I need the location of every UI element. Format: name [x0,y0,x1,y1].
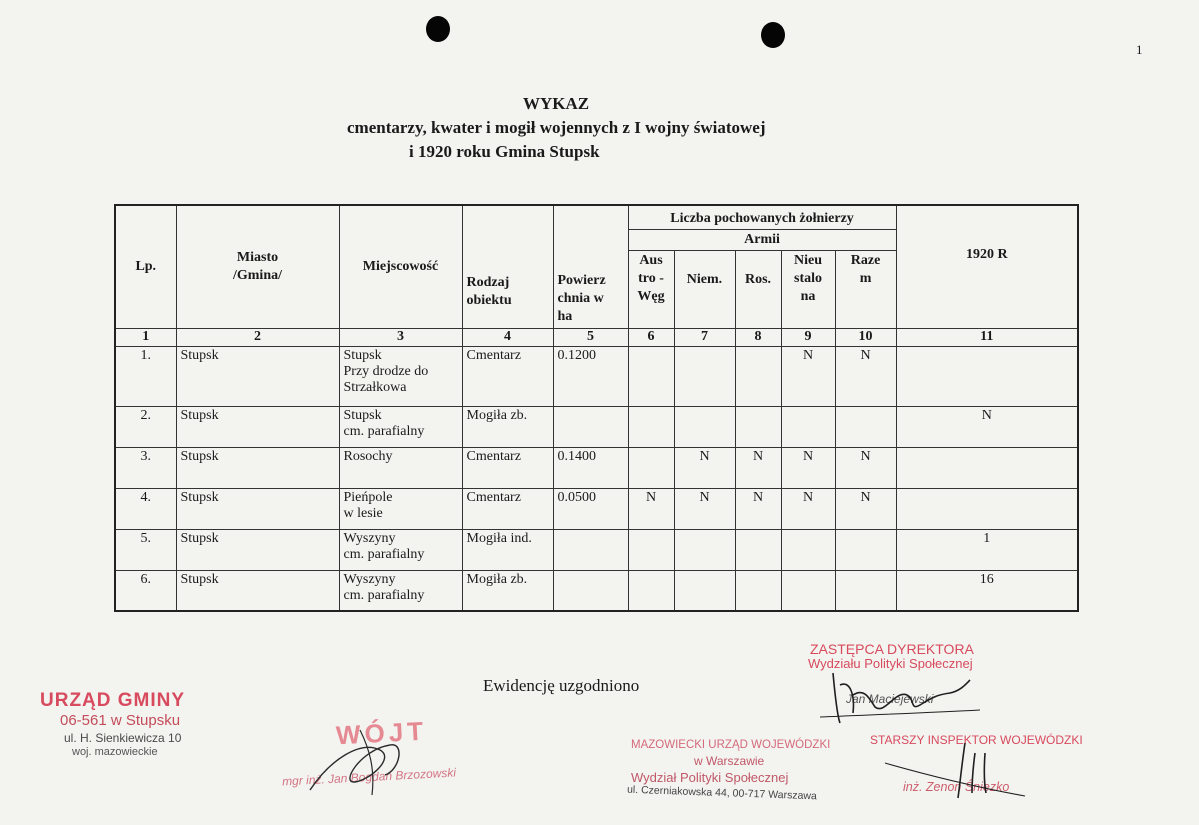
cell-ros [735,570,781,611]
cell-austro [628,406,674,447]
col-header-rodzaj: Rodzaj obiektu [462,205,553,328]
cell-rodzaj: Cmentarz [462,447,553,488]
cell-nieustalona [781,570,835,611]
col-header-powierzchnia: Powierz chnia w ha [553,205,628,328]
col-header-austro: Aus tro - Węg [628,250,674,328]
cell-lp: 5. [115,529,176,570]
cell-razem: N [835,346,896,406]
cell-rodzaj: Mogiła zb. [462,406,553,447]
punch-hole [761,22,785,48]
column-number: 2 [176,328,339,346]
col-header-miejscowosc: Miejscowość [339,205,462,328]
cell-nieustalona: N [781,447,835,488]
col-header-nieustalona: Nieu stalo na [781,250,835,328]
office-stamp-line: ul. H. Sienkiewicza 10 [64,731,182,745]
cell-powierzchnia: 0.0500 [553,488,628,529]
col-header-miasto: Miasto /Gmina/ [176,205,339,328]
cell-miasto: Stupsk [176,346,339,406]
header-row [115,205,1078,229]
cell-niem [674,570,735,611]
column-number: 3 [339,328,462,346]
cell-miasto: Stupsk [176,570,339,611]
cell-razem: N [835,447,896,488]
page-number: 1 [1136,42,1143,57]
cell-rodzaj: Mogiła ind. [462,529,553,570]
cell-nieustalona: N [781,488,835,529]
table-row [115,570,1078,611]
cell-razem: N [835,488,896,529]
document-subtitle-line1: cmentarzy, kwater i mogił wojennych z I wojny światowej [347,118,766,137]
voivodeship-stamp-title: MAZOWIECKI URZĄD WOJEWÓDZKI [631,739,831,751]
wojt-signature [300,720,430,800]
cell-miejscowosc: Rosochy [339,447,462,488]
col-header-lp: Lp. [115,205,176,328]
cell-ros [735,406,781,447]
deputy-director-name: Jan Maciejewski [846,692,934,706]
voivodeship-stamp-line: ul. Czerniakowska 44, 00-717 Warszawa [626,783,818,803]
column-number: 7 [674,328,735,346]
cell-rodzaj: Cmentarz [462,488,553,529]
column-number: 11 [896,328,1078,346]
wojt-stamp: WÓJT [335,715,428,751]
cell-miasto: Stupsk [176,406,339,447]
col-header-razem: Raze m [835,250,896,328]
cell-powierzchnia [553,570,628,611]
cell-powierzchnia: 0.1400 [553,447,628,488]
wojt-name-stamp: mgr inż. Jan Bogdan Brzozowski [281,765,457,789]
deputy-director-signature [815,665,985,735]
cell-ros: N [735,488,781,529]
column-number: 9 [781,328,835,346]
cell-miejscowosc: Wyszyny cm. parafialny [339,529,462,570]
cell-miejscowosc: Pieńpole w lesie [339,488,462,529]
column-number: 8 [735,328,781,346]
cell-1920: N [896,406,1078,447]
column-number-row [115,328,1078,346]
cell-austro: N [628,488,674,529]
col-header-liczba: Liczba pochowanych żołnierzy [628,205,896,229]
cell-niem: N [674,447,735,488]
column-number: 5 [553,328,628,346]
office-stamp-line: 06-561 w Stupsku [60,712,181,729]
table-row [115,346,1078,406]
memorial-register-table [114,204,1079,612]
cell-austro [628,529,674,570]
col-header-armii: Armii [628,229,896,250]
column-number: 6 [628,328,674,346]
table-row [115,529,1078,570]
cell-lp: 2. [115,406,176,447]
cell-1920 [896,488,1078,529]
cell-niem [674,346,735,406]
senior-inspector-stamp-title: STARSZY INSPEKTOR WOJEWÓDZKI [870,733,1083,747]
cell-miejscowosc: Wyszyny cm. parafialny [339,570,462,611]
cell-miasto: Stupsk [176,447,339,488]
voivodeship-stamp-line: Wydział Polityki Społecznej [631,770,789,785]
voivodeship-stamp-line: w Warszawie [694,754,765,768]
cell-nieustalona [781,529,835,570]
cell-niem [674,529,735,570]
cell-rodzaj: Mogiła zb. [462,570,553,611]
cell-rodzaj: Cmentarz [462,346,553,406]
cell-austro [628,570,674,611]
cell-nieustalona: N [781,346,835,406]
senior-inspector-name: inż. Zenon Śniezko [903,780,1010,794]
cell-miejscowosc: Stupsk cm. parafialny [339,406,462,447]
table-row [115,488,1078,529]
cell-austro [628,447,674,488]
cell-austro [628,346,674,406]
cell-miejscowosc: Stupsk Przy drodze do Strzałkowa [339,346,462,406]
cell-razem [835,529,896,570]
cell-razem [835,406,896,447]
cell-razem [835,570,896,611]
cell-1920: 1 [896,529,1078,570]
cell-ros [735,529,781,570]
cell-ros: N [735,447,781,488]
table-row [115,447,1078,488]
col-header-ros: Ros. [735,250,781,328]
cell-powierzchnia [553,529,628,570]
column-number: 1 [115,328,176,346]
deputy-director-stamp-line: Wydziału Polityki Społecznej [808,656,973,671]
col-header-1920: 1920 R [896,205,1078,328]
cell-niem [674,406,735,447]
cell-ros [735,346,781,406]
document-title: WYKAZ [523,94,590,113]
cell-miasto: Stupsk [176,488,339,529]
cell-1920: 16 [896,570,1078,611]
deputy-director-stamp-title: ZASTĘPCA DYREKTORA [810,641,974,657]
office-stamp-line: woj. mazowieckie [72,746,158,758]
punch-hole [426,16,450,42]
cell-1920 [896,447,1078,488]
approval-note: Ewidencję uzgodniono [483,676,640,695]
column-number: 10 [835,328,896,346]
cell-miasto: Stupsk [176,529,339,570]
cell-lp: 6. [115,570,176,611]
cell-lp: 3. [115,447,176,488]
cell-1920 [896,346,1078,406]
table-row [115,406,1078,447]
cell-powierzchnia: 0.1200 [553,346,628,406]
cell-lp: 1. [115,346,176,406]
cell-nieustalona [781,406,835,447]
document-subtitle-line2: i 1920 roku Gmina Stupsk [409,142,600,161]
col-header-niem: Niem. [674,250,735,328]
cell-lp: 4. [115,488,176,529]
office-stamp-title: URZĄD GMINY [40,690,186,711]
senior-inspector-signature [880,738,1030,808]
cell-powierzchnia [553,406,628,447]
cell-niem: N [674,488,735,529]
column-number: 4 [462,328,553,346]
